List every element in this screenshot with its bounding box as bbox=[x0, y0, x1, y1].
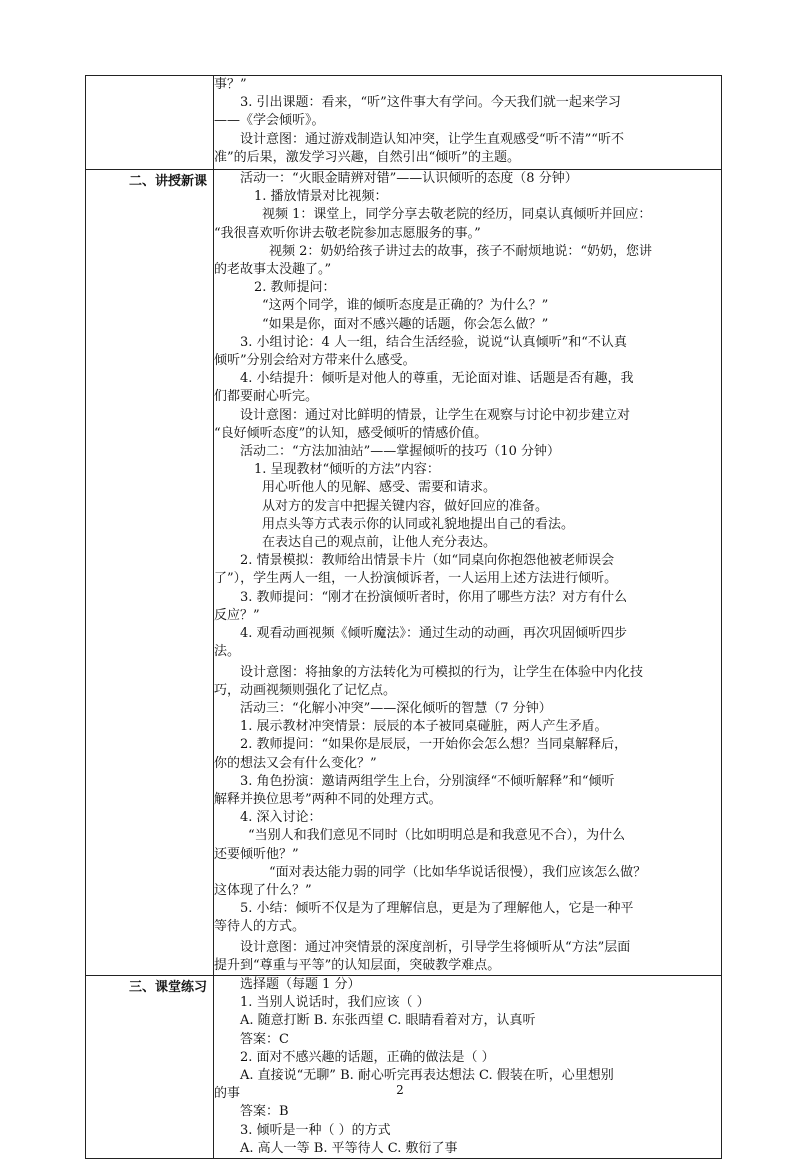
page-number: 2 bbox=[396, 1083, 404, 1097]
content-line: 还要倾听他？” bbox=[214, 846, 299, 862]
content-line: 设计意图：通过对比鲜明的情景，让学生在观察与讨论中初步建立对 bbox=[240, 407, 631, 423]
content-line: 准”的后果，激发学习兴趣，自然引出“倾听”的主题。 bbox=[214, 149, 520, 165]
activity-heading: 活动一：“火眼金睛辨对错”——认识倾听的态度（8 分钟） bbox=[240, 171, 578, 187]
content-line: 4. 深入讨论： bbox=[240, 810, 322, 826]
content-line: 1. 呈现教材“倾听的方法”内容： bbox=[254, 462, 440, 478]
content-line: 1. 展示教材冲突情景：辰辰的本子被同桌碰脏，两人产生矛盾。 bbox=[240, 719, 608, 735]
options-line: A. 直接说“无聊” B. 耐心听完再表达想法 C. 假装在听，心里想别 bbox=[240, 1067, 614, 1083]
content-line: “我很喜欢听你讲去敬老院参加志愿服务的事。” bbox=[214, 225, 481, 241]
content-line: 设计意图：将抽象的方法转化为可模拟的行为，让学生在体验中内化技 bbox=[240, 664, 644, 680]
question-line: 2. 面对不感兴趣的话题，正确的做法是（ ） bbox=[240, 1049, 495, 1065]
content-line: “良好倾听态度”的认知，感受倾听的情感价值。 bbox=[214, 425, 488, 441]
section-label-cell bbox=[86, 975, 214, 1158]
content-line: 从对方的发言中把握关键内容，做好回应的准备。 bbox=[262, 498, 549, 514]
section-content-cell bbox=[214, 76, 722, 170]
lesson-plan-table bbox=[85, 75, 722, 1159]
content-line: 了”），学生两人一组，一人扮演倾诉者，一人运用上述方法进行倾听。 bbox=[214, 571, 618, 587]
content-line: 2. 情景模拟：教师给出情景卡片（如“同桌向你抱怨他被老师误会 bbox=[240, 553, 615, 569]
answer-line: 答案：C bbox=[240, 1031, 289, 1047]
table-row bbox=[86, 975, 722, 1158]
content-line: “如果是你，面对不感兴趣的话题，你会怎么做？” bbox=[262, 316, 549, 332]
content-line: 视频 1：课堂上，同学分享去敬老院的经历，同桌认真倾听并回应： bbox=[262, 207, 652, 223]
content-line: 4. 小结提升：倾听是对他人的尊重，无论面对谁、话题是否有趣，我 bbox=[240, 371, 634, 387]
options-line: A. 随意打断 B. 东张西望 C. 眼睛看着对方，认真听 bbox=[240, 1013, 536, 1029]
options-line: 的事 bbox=[214, 1086, 241, 1102]
content-line: 选择题（每题 1 分） bbox=[240, 976, 361, 992]
section-label: 二、讲授新课 bbox=[128, 174, 207, 190]
content-line: 用点头等方式表示你的认同或礼貌地提出自己的看法。 bbox=[262, 516, 575, 532]
content-line: “当别人和我们意见不同时（比如明明总是和我意见不合），为什么 bbox=[248, 828, 626, 844]
content-line: “这两个同学，谁的倾听态度是正确的？为什么？” bbox=[262, 298, 549, 314]
question-line: 3. 倾听是一种（ ）的方式 bbox=[240, 1122, 391, 1138]
content-line: 3. 小组讨论：4 人一组，结合生活经验，说说“认真倾听”和“不认真 bbox=[240, 334, 627, 350]
section-label-cell bbox=[86, 170, 214, 976]
content-line: 4. 观看动画视频《倾听魔法》：通过生动的动画，再次巩固倾听四步 bbox=[240, 626, 628, 642]
table-row bbox=[86, 76, 722, 170]
content-line: 事？” bbox=[214, 77, 247, 92]
content-line: 3. 角色扮演：邀请两组学生上台，分别演绎“不倾听解释”和“倾听 bbox=[240, 773, 615, 789]
content-line: 等待人的方式。 bbox=[214, 919, 306, 935]
content-line: 们都要耐心听完。 bbox=[214, 389, 319, 405]
section-label: 三、课堂练习 bbox=[128, 979, 207, 995]
table-row bbox=[86, 170, 722, 976]
content-line: ——《学会倾听》。 bbox=[214, 113, 325, 129]
section-content-cell bbox=[214, 975, 722, 1158]
content-line: 设计意图：通过游戏制造认知冲突，让学生直观感受“听不清”“听不 bbox=[240, 131, 624, 147]
content-line: 5. 小结：倾听不仅是为了理解信息，更是为了理解他人，它是一种平 bbox=[240, 901, 634, 917]
content-line: 在表达自己的观点前，让他人充分表达。 bbox=[262, 535, 497, 551]
options-line: A. 高人一等 B. 平等待人 C. 敷衍了事 bbox=[240, 1140, 458, 1156]
content-line: 倾听”分别会给对方带来什么感受。 bbox=[214, 353, 416, 369]
content-line: 解释并换位思考”两种不同的处理方式。 bbox=[214, 791, 442, 807]
activity-heading: 活动三：“化解小冲突”——深化倾听的智慧（7 分钟） bbox=[240, 700, 552, 716]
content-line: 1. 播放情景对比视频： bbox=[254, 189, 388, 205]
content-line: 提升到“尊重与平等”的认知层面，突破教学难点。 bbox=[214, 957, 501, 973]
content-line: 设计意图：通过冲突情景的深度剖析，引导学生将倾听从“方法”层面 bbox=[240, 939, 631, 955]
section-label bbox=[86, 76, 213, 79]
content-line: “面对表达能力弱的同学（比如华华说话很慢），我们应该怎么做？ bbox=[269, 864, 647, 880]
content-line: 3. 教师提问：“刚才在扮演倾听者时，你用了哪些方法？对方有什么 bbox=[240, 589, 628, 605]
content-line: 这体现了什么？” bbox=[214, 882, 312, 898]
content-line: 巧，动画视频则强化了记忆点。 bbox=[214, 682, 397, 698]
question-line: 1. 当别人说话时，我们应该（ ） bbox=[240, 995, 430, 1011]
section-label-cell bbox=[86, 76, 214, 170]
answer-line: 答案：B bbox=[240, 1104, 289, 1120]
content-line: 的老故事太没趣了。” bbox=[214, 262, 332, 278]
content-line: 2. 教师提问：“如果你是辰辰，一开始你会怎么想？当同桌解释后， bbox=[240, 737, 628, 753]
content-line: 反应？” bbox=[214, 607, 260, 623]
content-line: 你的想法又会有什么变化？” bbox=[214, 755, 377, 771]
activity-heading: 活动二：“方法加油站”——掌握倾听的技巧（10 分钟） bbox=[240, 444, 560, 460]
content-line: 用心听他人的见解、感受、需要和请求。 bbox=[262, 480, 497, 496]
content-line: 视频 2：奶奶给孩子讲过去的故事，孩子不耐烦地说：“奶奶，您讲 bbox=[269, 243, 653, 259]
content-line: 3. 引出课题：看来，“听”这件事大有学问。今天我们就一起来学习 bbox=[240, 95, 621, 111]
section-content-cell bbox=[214, 170, 722, 976]
content-line: 法。 bbox=[214, 644, 241, 660]
content-line: 2. 教师提问： bbox=[254, 280, 336, 296]
